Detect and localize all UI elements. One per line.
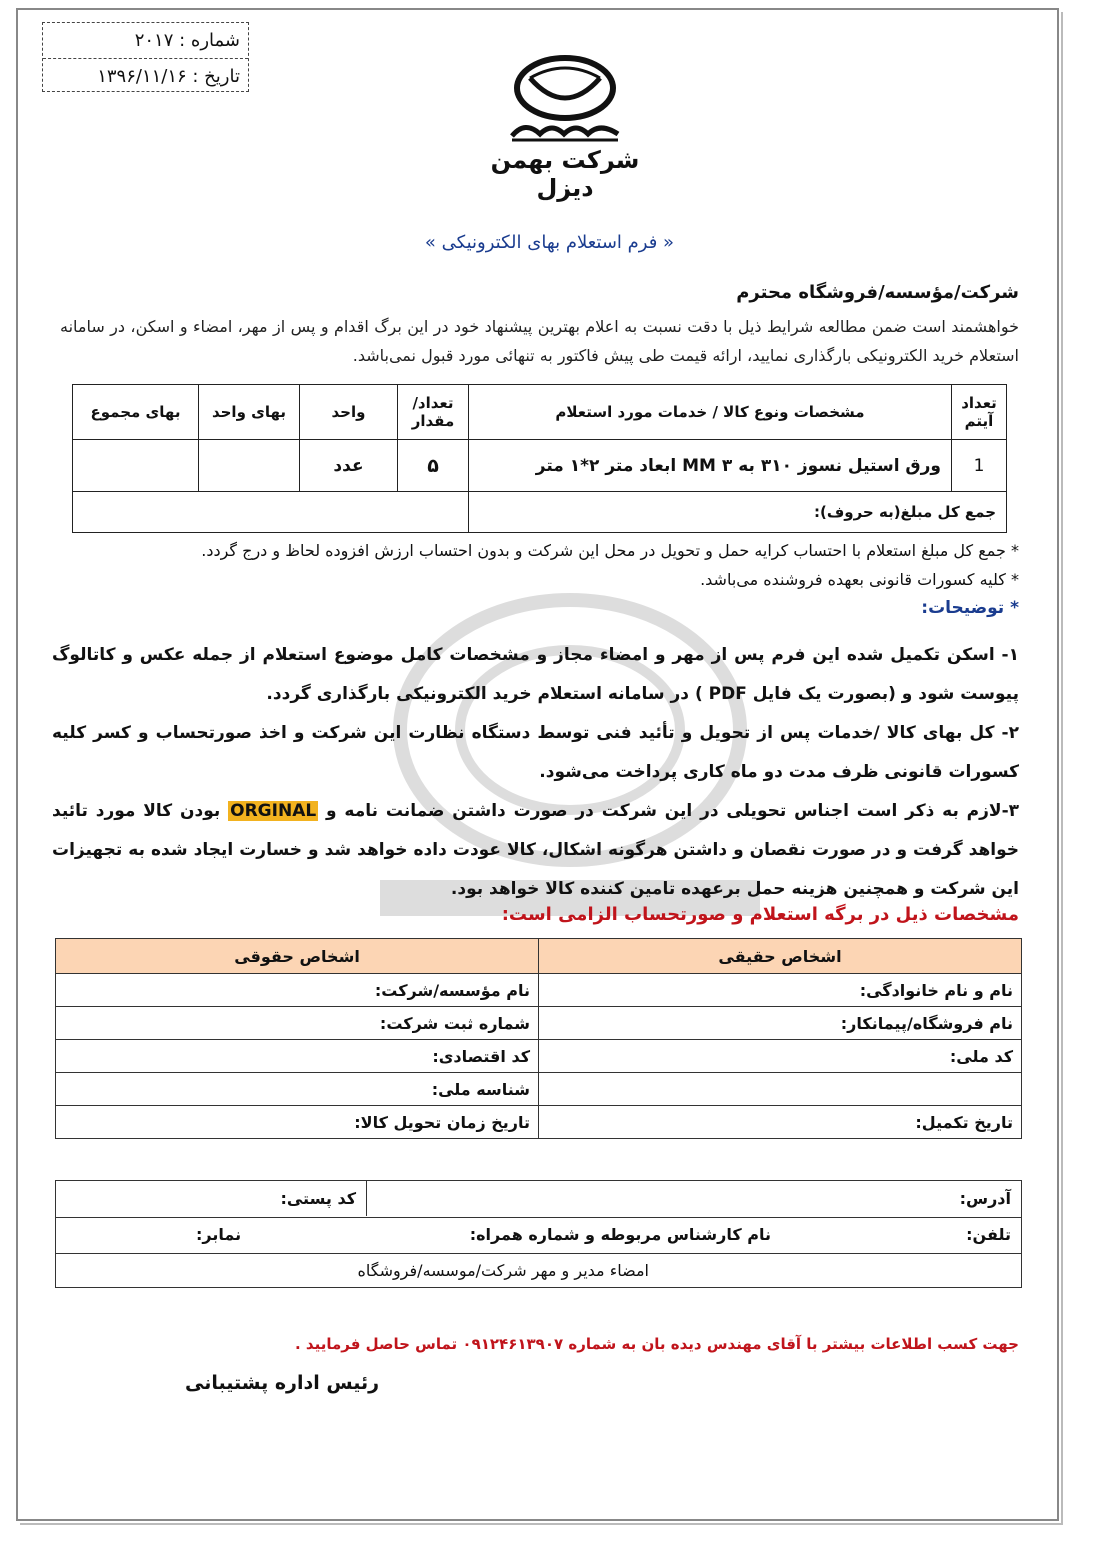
table-row: [56, 1007, 1022, 1040]
header-unit: واحد: [300, 385, 398, 440]
contact-text: جهت کسب اطلاعات بیشتر با آقای مهندس دیده بان به شماره ۰۹۱۲۴۶۱۳۹۰۷ تماس حاصل فرمایید .: [294, 1335, 1019, 1353]
table-row: [56, 1073, 1022, 1106]
header-item-count: تعداد آیتم: [952, 385, 1007, 440]
row-spec: ورق استیل نسوز ۳۱۰ به MM ۳ ابعاد متر ۲*۱ متر: [469, 440, 952, 492]
field-delivery-date[interactable]: تاریخ زمان تحویل کالا:: [56, 1106, 539, 1139]
note-2: ۲- کل بهای کالا /خدمات پس از تحویل و تأئید فنی توسط دستگاه نظارت این شرکت و اخذ صورتحساب و کسر کلیه کسورات قانونی ظرف مدت دو ماه کاری پرداخت می‌شود.: [52, 723, 1019, 782]
total-amount-cell[interactable]: [73, 492, 469, 533]
field-empty[interactable]: [539, 1073, 1022, 1106]
header-real-persons: اشخاص حقیقی: [539, 939, 1022, 974]
field-economic-code[interactable]: کد اقتصادی:: [56, 1040, 539, 1073]
identity-header-row: [56, 939, 1022, 974]
header-unit-price: بهای واحد: [199, 385, 300, 440]
total-label: جمع کل مبلغ(به حروف):: [469, 492, 1007, 533]
field-registration-number[interactable]: شماره ثبت شرکت:: [56, 1007, 539, 1040]
address-label[interactable]: آدرس:: [959, 1189, 1011, 1208]
phone-row: [56, 1217, 1021, 1254]
note-3-after: بودن کالا مورد تائید خواهد گرفت و در صورت نقصان و داشتن هرگونه اشکال، کالا عودت داده خواهد شد و خسارت ایجاد شده به تجهیزات این شرکت و همچنین هزینه حمل برعهده تامین کننده کالا خواهد بود.: [52, 801, 1019, 899]
fax-label[interactable]: نمابر:: [196, 1225, 242, 1244]
table-row: [56, 974, 1022, 1007]
bullet-item: * کلیه کسورات قانونی بعهده فروشنده می‌باشد.: [700, 570, 1019, 589]
notes-section: [52, 636, 1019, 909]
header-legal-persons: اشخاص حقوقی: [56, 939, 539, 974]
salutation: شرکت/مؤسسه/فروشگاه محترم: [736, 282, 1019, 303]
signatory-title: رئیس اداره پشتیبانی: [185, 1372, 380, 1394]
table-row: [56, 1040, 1022, 1073]
header-spec: مشخصات ونوع کالا / خدمات مورد استعلام: [469, 385, 952, 440]
identity-table: [55, 938, 1022, 1139]
requirements-title: مشخصات ذیل در برگه استعلام و صورتحساب الزامی است:: [501, 904, 1019, 925]
bullet-list: [60, 536, 1019, 623]
field-national-id[interactable]: شناسه ملی:: [56, 1073, 539, 1106]
company-name: شرکت بهمن دیزل: [490, 146, 640, 202]
signature-row: [56, 1253, 1021, 1289]
field-completion-date[interactable]: تاریخ تکمیل:: [539, 1106, 1022, 1139]
expert-label[interactable]: نام کارشناس مربوطه و شماره همراه:: [469, 1225, 771, 1244]
phone-label[interactable]: تلفن:: [966, 1225, 1011, 1244]
letter-number: شماره : ۲۰۱۷: [134, 30, 240, 51]
table-row: [73, 440, 1007, 492]
row-index: 1: [952, 440, 1007, 492]
field-full-name[interactable]: نام و نام خانوادگی:: [539, 974, 1022, 1007]
header-qty: تعداد/ مقدار: [398, 385, 469, 440]
postal-code-cell[interactable]: [56, 1181, 367, 1216]
row-unit: عدد: [300, 440, 398, 492]
note-3: [52, 792, 1019, 909]
form-title: « فرم استعلام بهای الکترونیکی »: [424, 232, 675, 253]
total-row: [73, 492, 1007, 533]
note-3-before: ۳-لازم به ذکر است اجناس تحویلی در این شرکت در صورت داشتن ضمانت نامه و: [326, 801, 1020, 821]
postal-code-label: کد پستی:: [280, 1189, 356, 1208]
number-date-box: [42, 22, 249, 92]
notes-title: * توضیحات:: [921, 598, 1019, 618]
row-total-price[interactable]: [73, 440, 199, 492]
address-row: [56, 1181, 1021, 1218]
signature-label[interactable]: امضاء مدیر و مهر شرکت/موسسه/فروشگاه: [357, 1261, 649, 1280]
row-unit-price[interactable]: [199, 440, 300, 492]
items-table: [72, 384, 1007, 533]
address-box: [55, 1180, 1022, 1288]
field-company-name[interactable]: نام مؤسسه/شرکت:: [56, 974, 539, 1007]
intro-text: خواهشمند است ضمن مطالعه شرایط ذیل با دقت نسبت به اعلام بهترین پیشنهاد خود در این برگ اقدام و پس از مهر، امضاء و اسکن، در سامانه استعلام خرید الکترونیکی بارگذاری نمایید، ارائه قیمت طی پیش فاکتور به تنهائی مورد قبول نمی‌باشد.: [60, 317, 1019, 365]
note-1: ۱- اسکن تکمیل شده این فرم پس از مهر و امضاء مجاز و مشخصات کامل موضوع استعلام از جمله عکس و کاتالوگ پیوست شود و (بصورت یک فایل PDF ) در سامانه استعلام خرید الکترونیکی بارگذاری گردد.: [52, 645, 1019, 704]
letter-date: تاریخ : ۱۳۹۶/۱۱/۱۶: [43, 58, 248, 94]
table-row: [56, 1106, 1022, 1139]
field-store-name[interactable]: نام فروشگاه/پیمانکار:: [539, 1007, 1022, 1040]
items-header-row: [73, 385, 1007, 440]
field-national-code[interactable]: کد ملی:: [539, 1040, 1022, 1073]
orginal-highlight: ORGINAL: [230, 801, 317, 821]
header-total-price: بهای مجموع: [73, 385, 199, 440]
row-qty: ۵: [398, 440, 469, 492]
bullet-item: * جمع کل مبلغ استعلام با احتساب کرایه حمل و تحویل در محل این شرکت و بدون احتساب ارزش افزوده لحاظ و درج گردد.: [201, 541, 1019, 560]
